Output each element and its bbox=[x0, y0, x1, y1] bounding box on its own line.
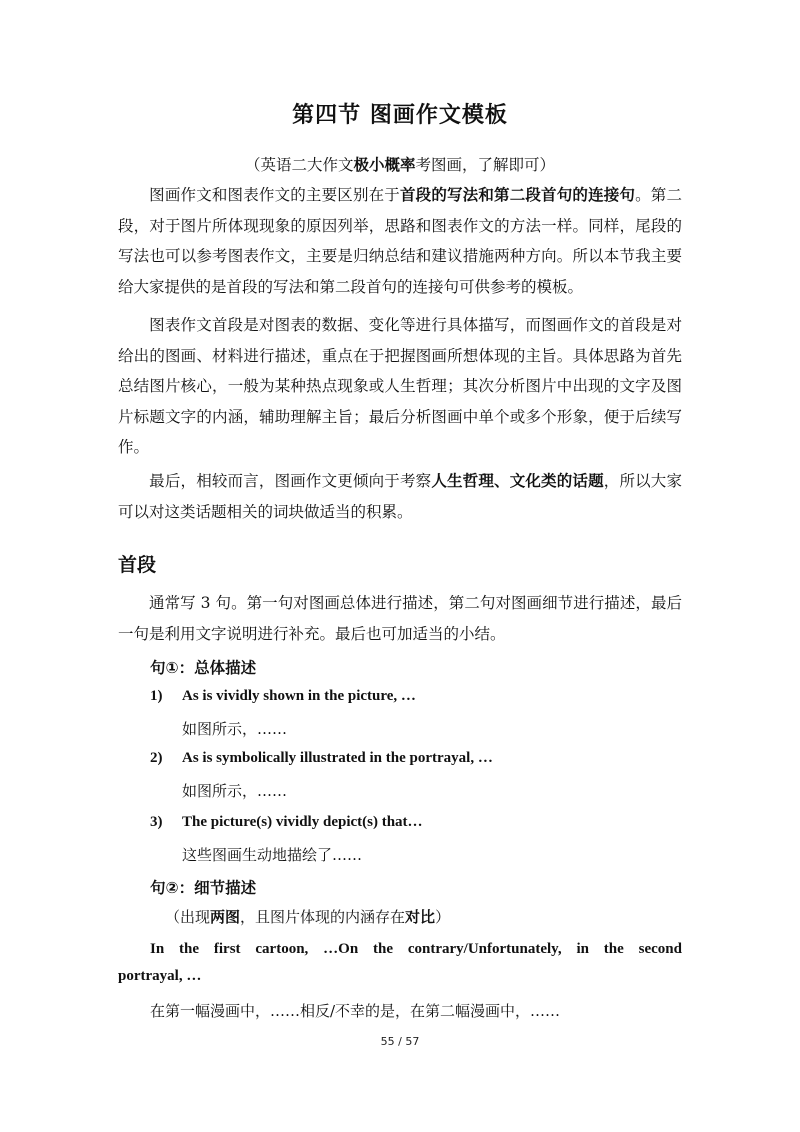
note-a: （出现 bbox=[165, 908, 211, 926]
p3-text-c: ，所以大家可以对这类话题相关的词块做适当的积累。 bbox=[118, 472, 682, 521]
section-desc-text: 通常写 3 句。第一句对图画总体进行描述，第二句对图画细节进行描述，最后一句是利用文字说明进行补充。最后也可加适当的小结。 bbox=[118, 594, 682, 643]
p1-text-a: 图画作文和图表作文的主要区别在于 bbox=[149, 186, 400, 204]
note-bold-1: 两图 bbox=[210, 908, 241, 926]
template-item-1-translation: 如图所示，…… bbox=[182, 720, 288, 738]
p3-text-bold: 人生哲理、文化类的话题 bbox=[431, 471, 604, 490]
p1-text-bold: 首段的写法和第二段首句的连接句 bbox=[399, 185, 636, 204]
template-item-2 bbox=[150, 750, 493, 767]
section-heading: 首段 bbox=[118, 554, 157, 576]
contrast-template-line-1: In the first cartoon, …On the contrary/Unfortunately, in the second bbox=[150, 941, 682, 957]
section-description bbox=[118, 588, 682, 649]
template-item-1 bbox=[150, 688, 416, 705]
note-c: ，且图片体现的内涵存在 bbox=[240, 908, 406, 926]
p1-text-c: 。第二段，对于图片所体现现象的原因列举，思路和图表作文的方法一样。同样，尾段的写法也可以参考图表作文，主要是归纳总结和建议措施两种方向。所以本节我主要给大家提供的是首段的写法和第二段首句的连接句可供参考的模板。 bbox=[118, 186, 682, 296]
subtitle-bold: 极小概率 bbox=[353, 155, 416, 174]
note-bold-2: 对比 bbox=[405, 908, 436, 926]
item-english: The picture(s) vividly depict(s) that… bbox=[182, 814, 423, 830]
contrast-translation: 在第一幅漫画中，……相反/不幸的是，在第二幅漫画中，…… bbox=[150, 1002, 561, 1020]
intro-paragraph-1 bbox=[118, 180, 682, 302]
template-item-2-translation: 如图所示，…… bbox=[182, 782, 288, 800]
subtitle-post: 考图画，了解即可） bbox=[415, 156, 556, 174]
subtitle bbox=[0, 153, 800, 175]
intro-paragraph-2 bbox=[118, 310, 682, 463]
p3-text-a: 最后，相较而言，图画作文更倾向于考察 bbox=[149, 472, 432, 490]
note-e: ） bbox=[435, 908, 451, 926]
page-number: 55 / 57 bbox=[380, 1035, 420, 1048]
template-item-3-translation: 这些图画生动地描绘了…… bbox=[182, 846, 363, 864]
item-number: 3) bbox=[150, 814, 163, 830]
sentence-2-heading: 句②：细节描述 bbox=[150, 879, 257, 897]
p2-text: 图表作文首段是对图表的数据、变化等进行具体描写，而图画作文的首段是对给出的图画、材料进行描述，重点在于把握图画所想体现的主旨。具体思路为首先总结图片核心，一般为某种热点现象或人生哲理；其次分析图片中出现的文字及图片标题文字的内涵，辅助理解主旨；最后分析图画中单个或多个形象，便于后续写作。 bbox=[118, 316, 682, 456]
item-number: 2) bbox=[150, 750, 163, 766]
sentence-1-heading: 句①：总体描述 bbox=[150, 659, 257, 677]
contrast-note bbox=[165, 906, 450, 927]
template-item-3 bbox=[150, 814, 423, 831]
item-english: As is symbolically illustrated in the portrayal, … bbox=[182, 750, 493, 766]
intro-paragraph-3 bbox=[118, 466, 682, 527]
subtitle-pre: （英语二大作文 bbox=[244, 156, 354, 174]
item-english: As is vividly shown in the picture, … bbox=[182, 688, 416, 704]
page-title: 第四节 图画作文模板 bbox=[292, 103, 508, 128]
item-number: 1) bbox=[150, 688, 163, 704]
contrast-template-line-2: portrayal, … bbox=[118, 968, 202, 984]
